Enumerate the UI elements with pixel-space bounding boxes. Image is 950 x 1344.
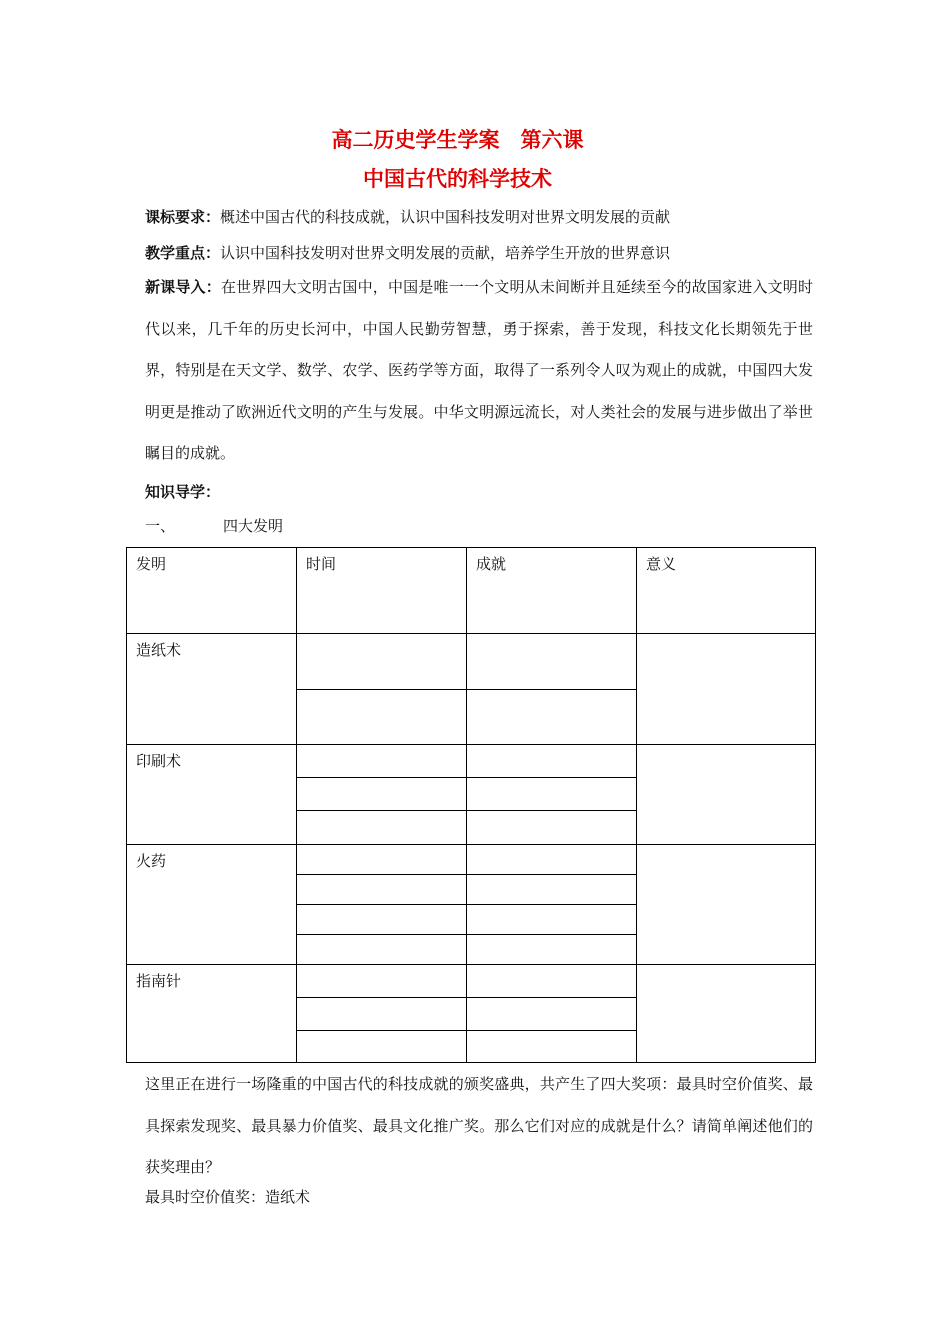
achievement-cell[interactable]: [467, 745, 637, 778]
table-header-row: [127, 548, 816, 634]
achievement-cell[interactable]: [467, 905, 637, 935]
invention-name: 造纸术: [127, 634, 297, 745]
invention-name: 印刷术: [127, 745, 297, 845]
table-row: [127, 634, 816, 690]
time-cell[interactable]: [297, 965, 467, 998]
intro-text: 在世界四大文明古国中，中国是唯一一个文明从未间断并且延续至今的故国家进入文明时代以来，几千年的历史长河中，中国人民勤劳智慧，勇于探索，善于发现，科技文化长期领先于世界，特别是在天文学、数学、农学、医药学等方面，取得了一系列令人叹为观止的成就，中国四大发明更是推动了欧洲近代文明的产生与发展。中华文明源远流长，对人类社会的发展与进步做出了举世瞩目的成就。: [145, 278, 813, 462]
focus-label: 教学重点：: [145, 244, 221, 262]
header-cell: 发明: [127, 548, 297, 634]
time-cell[interactable]: [297, 905, 467, 935]
time-cell[interactable]: [297, 634, 467, 690]
significance-cell[interactable]: [637, 965, 816, 1063]
invention-name: 火药: [127, 845, 297, 965]
achievement-cell[interactable]: [467, 845, 637, 875]
award-first-line: [145, 1186, 310, 1207]
achievement-cell[interactable]: [467, 935, 637, 965]
achievement-cell[interactable]: [467, 811, 637, 845]
achievement-cell[interactable]: [467, 1031, 637, 1063]
lesson-title: 中国古代的科学技术: [363, 167, 552, 191]
section-title: 四大发明: [223, 517, 284, 535]
achievement-cell[interactable]: [467, 778, 637, 811]
achievement-cell[interactable]: [467, 875, 637, 905]
time-cell[interactable]: [297, 745, 467, 778]
time-cell[interactable]: [297, 875, 467, 905]
requirement-line: [145, 206, 670, 227]
invention-name: 指南针: [127, 965, 297, 1063]
intro-label: 新课导入：: [145, 278, 221, 296]
time-cell[interactable]: [297, 778, 467, 811]
focus-line: [145, 242, 670, 263]
inventions-table: [126, 547, 816, 1063]
significance-cell[interactable]: [637, 745, 816, 845]
time-cell[interactable]: [297, 690, 467, 745]
time-cell[interactable]: [297, 998, 467, 1031]
focus-text: 认识中国科技发明对世界文明发展的贡献，培养学生开放的世界意识: [220, 244, 671, 262]
section-number: 一、: [145, 517, 176, 535]
header-cell: 时间: [297, 548, 467, 634]
award-first-value: 造纸术: [265, 1188, 311, 1206]
time-cell[interactable]: [297, 845, 467, 875]
knowledge-label: 知识导学：: [145, 483, 221, 501]
achievement-cell[interactable]: [467, 690, 637, 745]
intro-paragraph: [145, 267, 813, 475]
time-cell[interactable]: [297, 935, 467, 965]
time-cell[interactable]: [297, 811, 467, 845]
requirement-label: 课标要求：: [145, 208, 221, 226]
section-heading: [145, 515, 283, 536]
achievement-cell[interactable]: [467, 965, 637, 998]
achievement-cell[interactable]: [467, 634, 637, 690]
achievement-cell[interactable]: [467, 998, 637, 1031]
significance-cell[interactable]: [637, 845, 816, 965]
header-cell: 意义: [637, 548, 816, 634]
award-paragraph: 这里正在进行一场隆重的中国古代的科技成就的颁奖盛典，共产生了四大奖项：最具时空价值奖、最具探索发现奖、最具暴力价值奖、最具文化推广奖。那么它们对应的成就是什么？请简单阐述他们的获奖理由？: [145, 1075, 813, 1176]
requirement-text: 概述中国古代的科技成就，认识中国科技发明对世界文明发展的贡献: [220, 208, 671, 226]
significance-cell[interactable]: [637, 634, 816, 745]
time-cell[interactable]: [297, 1031, 467, 1063]
award-first-label: 最具时空价值奖：: [145, 1188, 266, 1206]
page-title: 高二历史学生学案 第六课: [331, 128, 584, 152]
table-row: [127, 845, 816, 875]
table-row: [127, 745, 816, 778]
header-cell: 成就: [467, 548, 637, 634]
table-row: [127, 965, 816, 998]
